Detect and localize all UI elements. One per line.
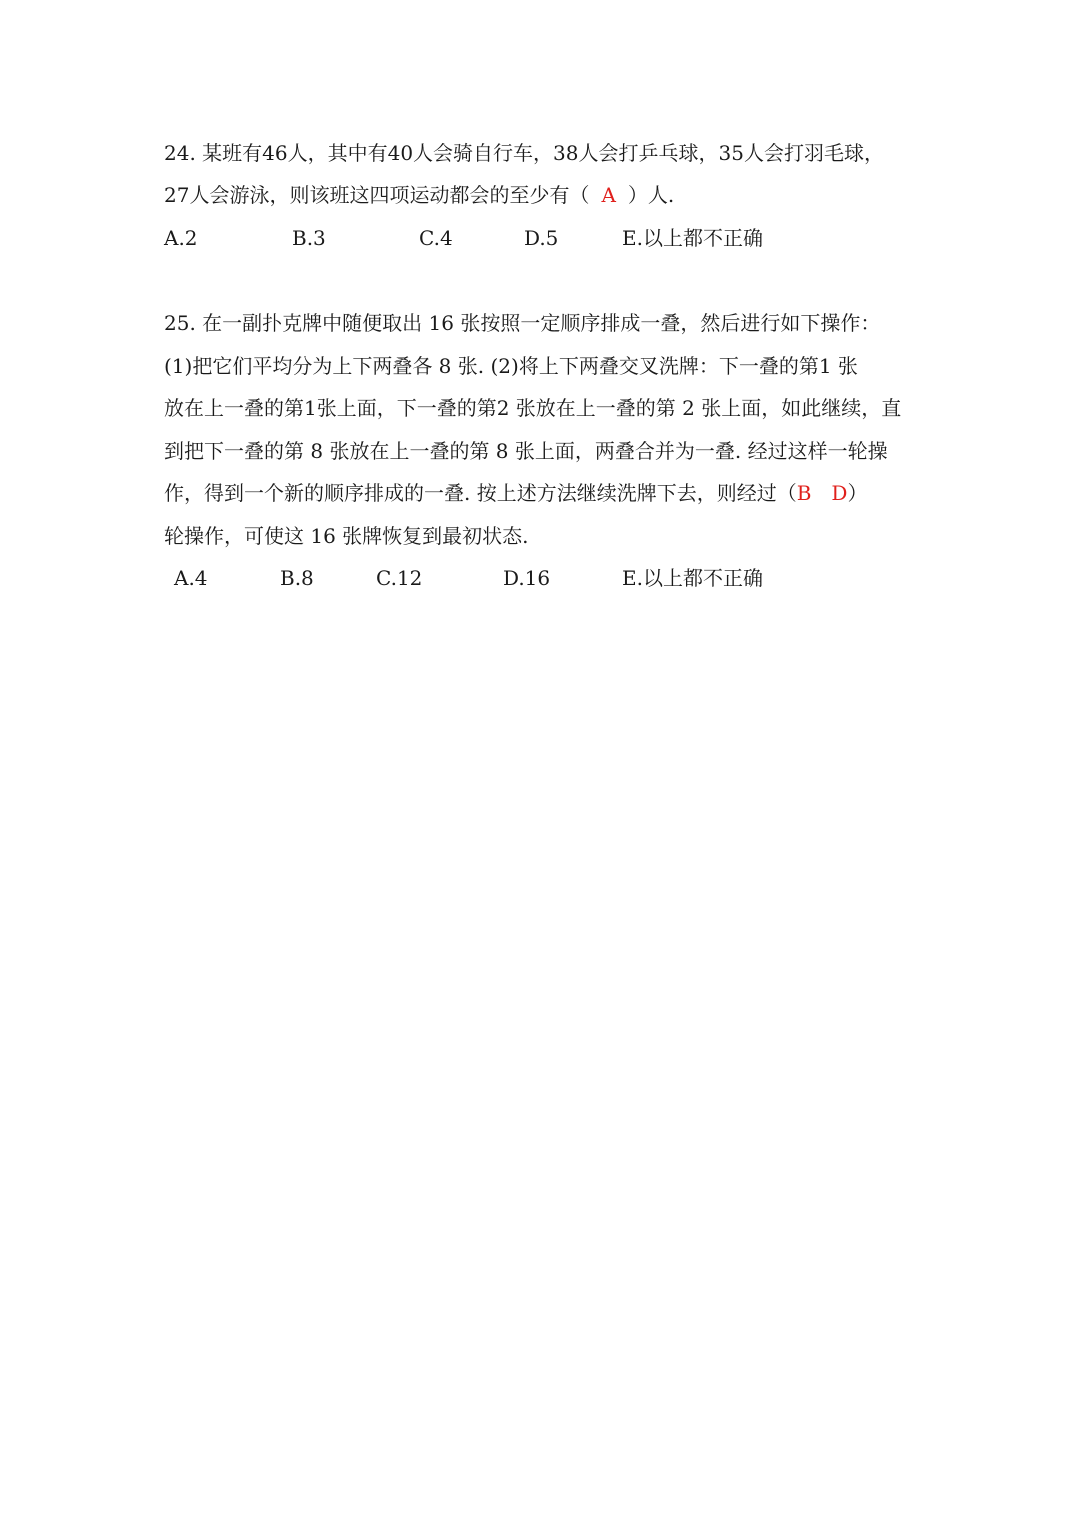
q25-line-6 [164, 522, 529, 550]
q24-text-1: 24. 某班有46人，其中有40人会骑自行车，38人会打乒乓球，35人会打羽毛球， [164, 141, 884, 165]
q25-text-1: 25. 在一副扑克牌中随便取出 16 张按照一定顺序排成一叠，然后进行如下操作： [164, 311, 881, 335]
q25-answer: B D [796, 481, 848, 505]
q25-text-6: ） [847, 481, 868, 505]
q25-text-4: 到把下一叠的第 8 张放在上一叠的第 8 张上面，两叠合并为一叠. 经过这样一轮操 [164, 439, 888, 463]
q24-option-d: D.5 [524, 226, 559, 250]
q25-option-d: D.16 [503, 566, 551, 590]
q25-option-e: E.以上都不正确 [622, 566, 763, 590]
q24-option-e: E.以上都不正确 [622, 226, 763, 250]
q25-line-5 [164, 479, 867, 507]
q25-line-3 [164, 394, 901, 422]
q25-text-3: 放在上一叠的第1张上面，下一叠的第2 张放在上一叠的第 2 张上面，如此继续，直 [164, 396, 902, 420]
q24-option-c: C.4 [419, 226, 453, 250]
q25-option-a: A.4 [174, 566, 208, 590]
q24-option-a: A.2 [164, 226, 198, 250]
q24-text-2: 27人会游泳，则该班这四项运动都会的至少有（ [164, 183, 590, 207]
q24-text-3: ）人. [627, 183, 675, 207]
q24-option-b: B.3 [292, 226, 326, 250]
q24-line-2 [164, 181, 674, 209]
q25-option-c: C.12 [376, 566, 423, 590]
q24-line-1 [164, 139, 884, 167]
q25-text-7: 轮操作，可使这 16 张牌恢复到最初状态. [164, 524, 529, 548]
q25-line-1 [164, 309, 880, 337]
q25-text-5: 作，得到一个新的顺序排成的一叠. 按上述方法继续洗牌下去，则经过（ [164, 481, 797, 505]
q24-answer: A [601, 183, 616, 207]
q25-text-2: (1)把它们平均分为上下两叠各 8 张. (2)将上下两叠交叉洗牌：下一叠的第1 张 [164, 354, 858, 378]
q25-line-2 [164, 352, 858, 380]
q25-line-4 [164, 437, 888, 465]
q25-option-b: B.8 [280, 566, 314, 590]
